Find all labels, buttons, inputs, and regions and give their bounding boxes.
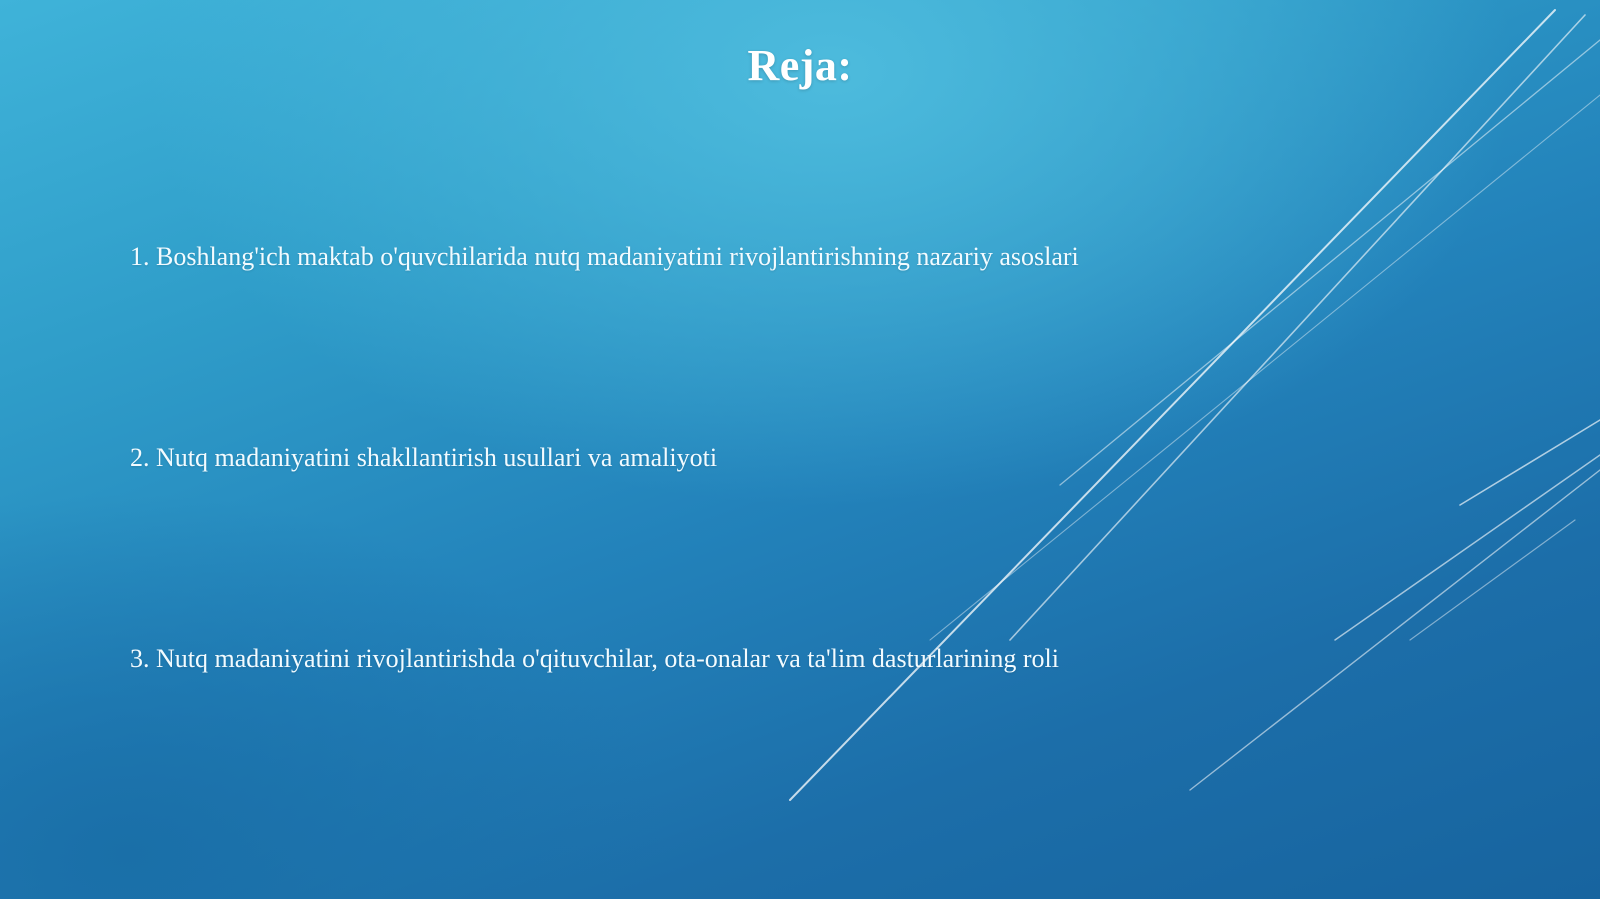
list-item: 3. Nutq madaniyatini rivojlantirishda o'qituvchilar, ota-onalar va ta'lim dasturlarining roli (130, 643, 1059, 673)
bullet-list (130, 240, 1470, 675)
list-item: 2. Nutq madaniyatini shakllantirish usullari va amaliyoti (130, 442, 718, 472)
list-item: 1. Boshlang'ich maktab o'quvchilarida nutq madaniyatini rivojlantirishning nazariy asoslari (130, 242, 1079, 271)
slide-title: Reja: (747, 41, 853, 90)
